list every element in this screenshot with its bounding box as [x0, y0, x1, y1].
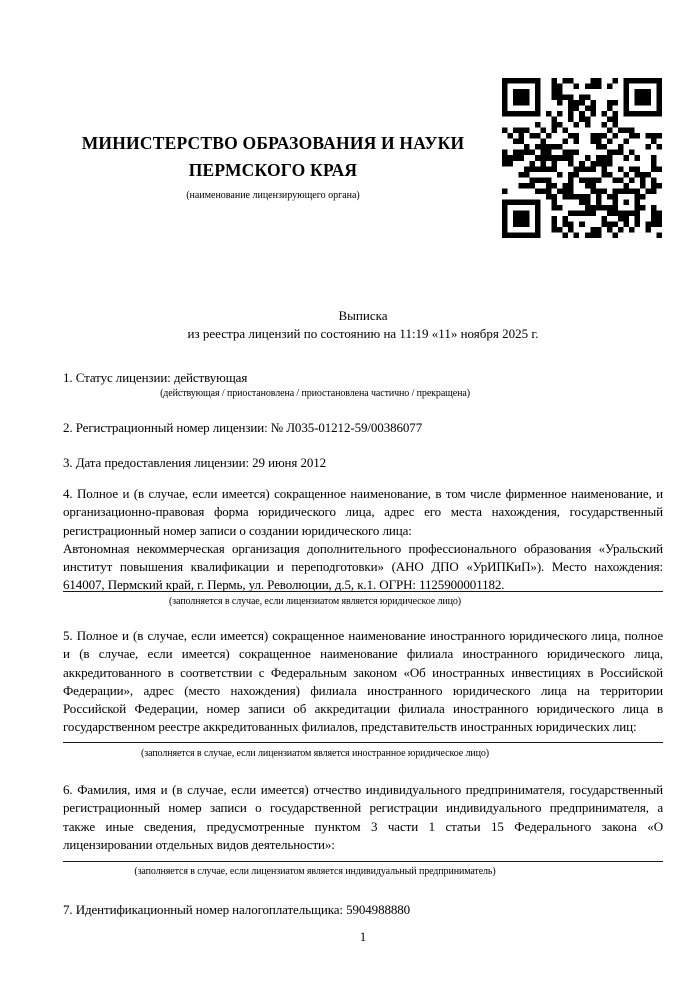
- fill-in-rule-entrepreneur: [63, 861, 663, 862]
- subject-title: Выписка: [338, 308, 388, 323]
- license-status-line: 1. Статус лицензии: действующая: [63, 370, 248, 385]
- taxpayer-number-line: 7. Идентификационный номер налогоплательщика: 5904988880: [63, 902, 411, 917]
- legal-entity-caption: (заполняется в случае, если лицензиатом является юридическое лицо): [168, 596, 462, 607]
- paragraph-line: государственном реестре аккредитованных филиалов, представительств иностранных юридических лиц:: [63, 719, 637, 735]
- grant-date-line: 3. Дата предоставления лицензии: 29 июня 2012: [63, 455, 327, 470]
- authority-title-line1: МИНИСТЕРСТВО ОБРАЗОВАНИЯ И НАУКИ: [81, 133, 465, 153]
- paragraph-line: Автономная некоммерческая организация дополнительного профессионального образования «Уральский: [63, 540, 663, 556]
- legal-entity-paragraph: [63, 485, 663, 595]
- page-number: 1: [359, 930, 367, 944]
- paragraph-line: 614007, Пермский край, г. Пермь, ул. Революции, д.5, к.1. ОГРН: 1125900001182.: [63, 577, 505, 593]
- paragraph-line: Федерации», адрес (место нахождения) филиала иностранного юридического лица на территории: [63, 682, 663, 698]
- paragraph-line: аккредитованного в соответствии с Федеральным законом «Об иностранных инвестициях в Российской: [63, 664, 663, 680]
- paragraph-line: 6. Фамилия, имя и (в случае, если имеется) отчество индивидуального предпринимателя, государственный: [63, 782, 663, 797]
- fill-in-rule-foreign-entity: [63, 742, 663, 743]
- subject-subtitle: из реестра лицензий по состоянию на 11:19 «11» ноября 2025 г.: [187, 325, 539, 341]
- registration-number-line: 2. Регистрационный номер лицензии: № Л035-01212-59/00386077: [63, 420, 423, 435]
- paragraph-line: организационно-правовая форма юридического лица, адрес его места нахождения, государственный: [63, 504, 663, 520]
- paragraph-line: лицензировании отдельных видов деятельности»:: [63, 836, 335, 852]
- paragraph-line: регистрационный номер записи о государственной регистрации индивидуального предпринимателя, а: [63, 800, 663, 816]
- paragraph-line: 4. Полное и (в случае, если имеется) сокращенное наименование, в том числе фирменное наименование, и: [63, 486, 663, 501]
- fill-in-rule-legal-entity: [63, 591, 663, 592]
- license-status-options-caption: (действующая / приостановлена / приостановлена частично / прекращена): [160, 388, 470, 399]
- authority-title-line2: ПЕРМСКОГО КРАЯ: [188, 159, 358, 180]
- paragraph-line: институт повышения квалификации и переподготовки» (АНО ДПО «УрИПКиП»). Место нахождения:: [63, 559, 663, 575]
- paragraph-line: и (в случае, если имеется) сокращенное наименование филиала иностранного юридического лица,: [63, 646, 663, 662]
- paragraph-line: 5. Полное и (в случае, если имеется) сокращенное наименование иностранного юридического лица, полное: [63, 628, 663, 643]
- paragraph-line: регистрационный номер записи о создании юридического лица:: [63, 522, 412, 538]
- paragraph-line: Российской Федерации, номер записи об аккредитации филиала иностранного юридического лица в: [63, 701, 663, 717]
- entrepreneur-caption: (заполняется в случае, если лицензиатом является индивидуальный предприниматель): [134, 866, 496, 877]
- document-body: [63, 0, 663, 989]
- entrepreneur-paragraph: [63, 781, 663, 854]
- foreign-entity-caption: (заполняется в случае, если лицензиатом является иностранное юридическое лицо): [141, 748, 489, 759]
- authority-caption: (наименование лицензирующего органа): [186, 190, 360, 201]
- foreign-entity-paragraph: [63, 627, 663, 737]
- paragraph-line: также иные сведения, предусмотренные пунктом 3 части 1 статьи 15 Федерального закона «О: [63, 818, 663, 834]
